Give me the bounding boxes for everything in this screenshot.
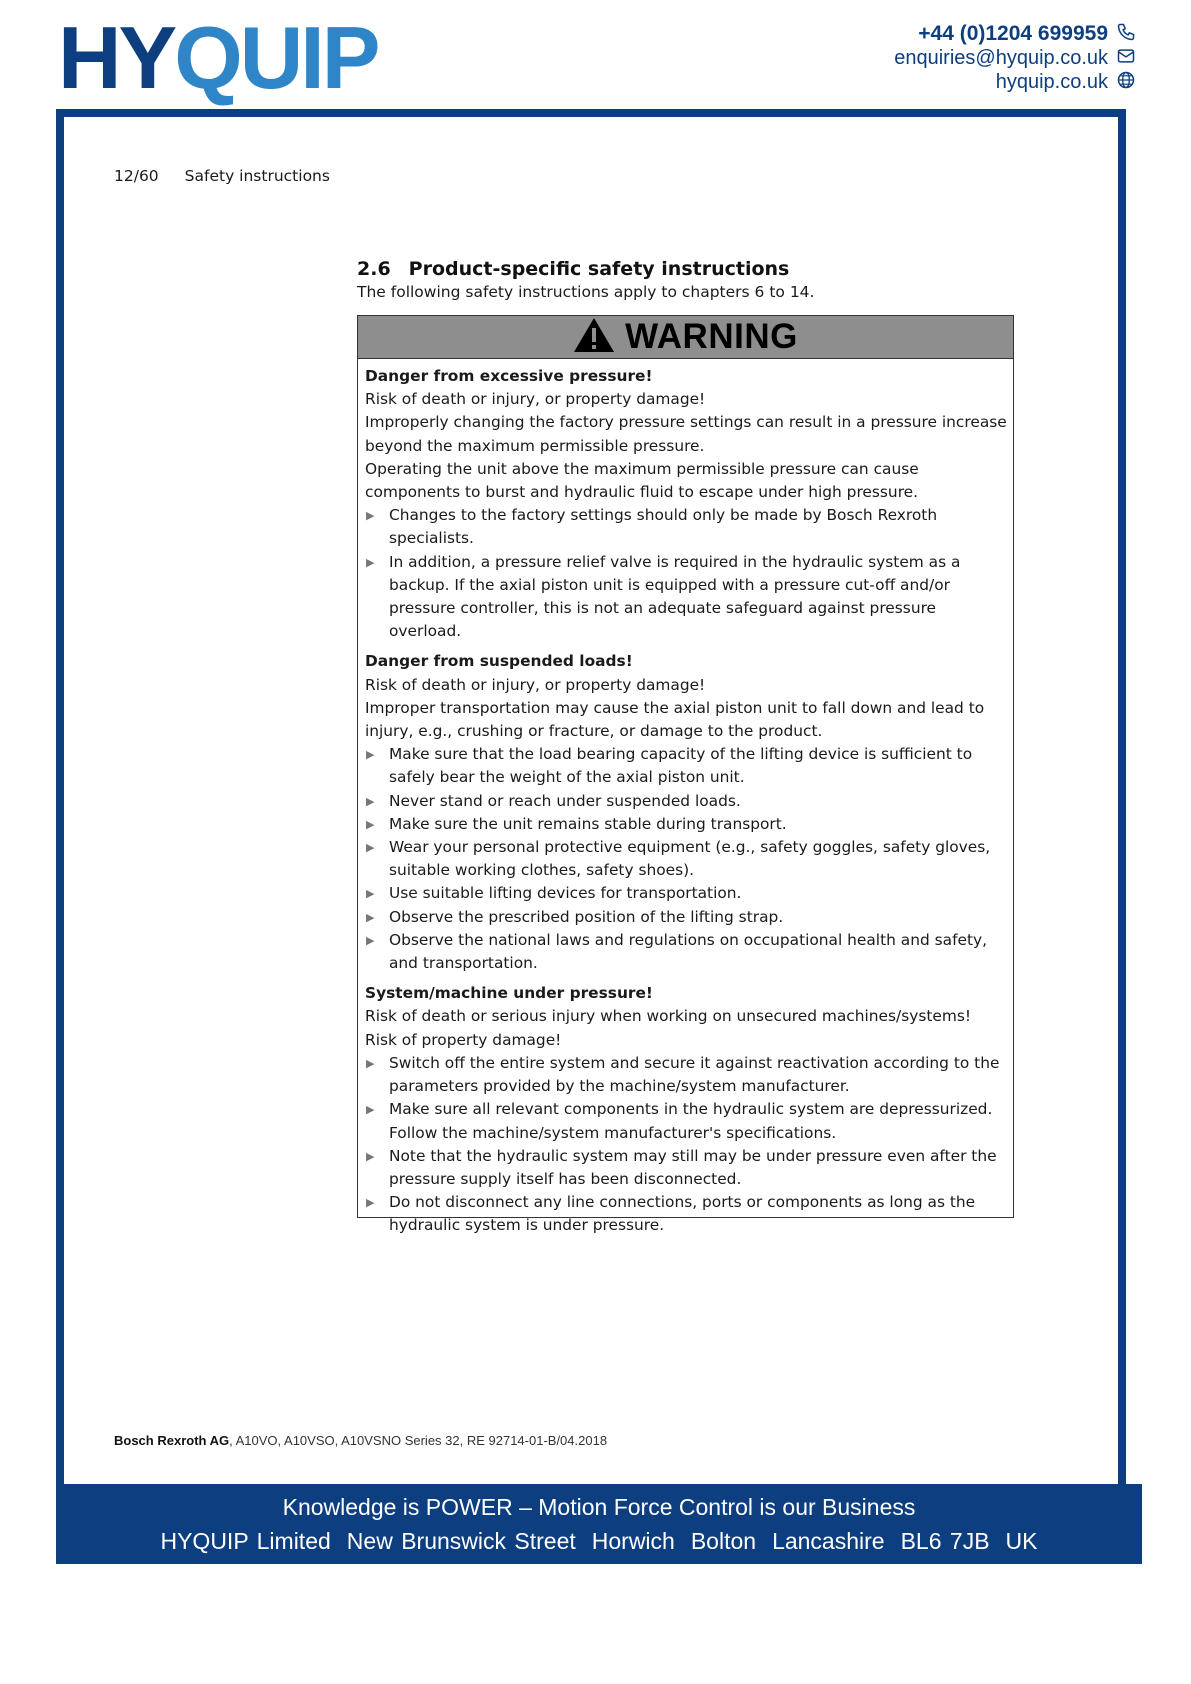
list-item: ▶ Never stand or reach under suspended loads. bbox=[365, 790, 1007, 813]
logo-hy: HY bbox=[58, 8, 175, 107]
list-item: ▶ Use suitable lifting devices for transportation. bbox=[365, 882, 1007, 905]
bullet-arrow-icon: ▶ bbox=[366, 1103, 375, 1117]
warning-block-pressure bbox=[365, 365, 1007, 643]
address-part: Bolton bbox=[690, 1528, 757, 1554]
list-item: ▶ Do not disconnect any line connections, ports or components as long as the hydraulic system is under pressure. bbox=[366, 1193, 976, 1235]
address-part: New Brunswick Street bbox=[346, 1528, 576, 1554]
chapter-title: Safety instructions bbox=[184, 167, 330, 185]
address-part: HYQUIP Limited bbox=[160, 1528, 331, 1554]
bullet-arrow-icon: ▶ bbox=[366, 1149, 375, 1163]
warning-block-system-pressure bbox=[365, 982, 1007, 1237]
block-paragraph: Operating the unit above the maximum permissible pressure can cause components to burst and hydraulic fluid to escape under high pressure. bbox=[365, 459, 919, 502]
list-item: ▶ Wear your personal protective equipment (e.g., safety goggles, safety gloves, suitable working clothes, safety shoes). bbox=[366, 838, 991, 880]
block-paragraph: Risk of death or serious injury when working on unsecured machines/systems! Risk of property damage! bbox=[365, 1007, 972, 1049]
bullet-arrow-icon: ▶ bbox=[366, 817, 375, 831]
footer-details: , A10VO, A10VSO, A10VSNO Series 32, RE 92714-01-B/04.2018 bbox=[229, 1433, 608, 1448]
warning-box bbox=[357, 315, 1014, 1235]
warning-header bbox=[358, 316, 1013, 359]
list-item: ▶ Note that the hydraulic system may still may be under pressure even after the pressure supply itself has been disconnected. bbox=[366, 1146, 997, 1188]
warning-block-suspended-loads bbox=[365, 650, 1007, 975]
section-intro: The following safety instructions apply to chapters 6 to 14. bbox=[357, 283, 815, 301]
bullet-arrow-icon: ▶ bbox=[366, 509, 375, 523]
block-paragraph: Risk of death or injury, or property damage! bbox=[365, 390, 706, 409]
bullet-arrow-icon: ▶ bbox=[366, 1056, 375, 1070]
page-number: 12/60 bbox=[114, 167, 159, 185]
address-part: Lancashire bbox=[772, 1528, 885, 1554]
mail-icon bbox=[1116, 46, 1136, 71]
bullet-arrow-icon: ▶ bbox=[366, 555, 375, 569]
logo-quip: QUIP bbox=[174, 8, 378, 107]
hyquip-logo[interactable] bbox=[58, 8, 378, 107]
list-item: ▶ Observe the prescribed position of the lifting strap. bbox=[365, 906, 1007, 929]
contact-email-row[interactable] bbox=[894, 46, 1136, 70]
address-part: Horwich bbox=[591, 1528, 675, 1554]
warning-label: WARNING bbox=[625, 317, 798, 356]
bullet-list bbox=[365, 1052, 1007, 1238]
address-part: BL6 7JB bbox=[900, 1528, 990, 1554]
list-item: ▶ Make sure that the load bearing capacity of the lifting device is sufficient to safely bear the weight of the axial piston unit. bbox=[366, 745, 973, 787]
footer-company: Bosch Rexroth AG bbox=[114, 1433, 230, 1448]
block-title: Danger from suspended loads! bbox=[365, 652, 633, 671]
block-title: System/machine under pressure! bbox=[365, 984, 653, 1003]
block-paragraph: Improper transportation may cause the axial piston unit to fall down and lead to injury, e.g., crushing or fracture, or damage to the product. bbox=[365, 698, 985, 741]
section-title bbox=[357, 258, 1015, 280]
document-footer bbox=[114, 1433, 607, 1448]
bullet-arrow-icon: ▶ bbox=[366, 794, 375, 808]
section-number: 2.6 bbox=[357, 258, 391, 280]
warning-body bbox=[358, 359, 1013, 1238]
bullet-list bbox=[365, 743, 1007, 975]
page-header bbox=[114, 167, 330, 185]
contact-web-row[interactable] bbox=[894, 70, 1136, 94]
list-item: ▶ Changes to the factory settings should only be made by Bosch Rexroth specialists. bbox=[366, 506, 938, 548]
list-item: ▶ In addition, a pressure relief valve is required in the hydraulic system as a backup. If the axial piston unit is equipped with a pressure cut-off and/or pressure controller, this is not an adequate safeguard against pressure overload. bbox=[366, 552, 961, 641]
phone-icon bbox=[1116, 22, 1136, 47]
footer-tagline: Knowledge is POWER – Motion Force Control is our Business bbox=[282, 1494, 916, 1520]
list-item: ▶ Make sure the unit remains stable during transport. bbox=[365, 813, 1007, 836]
warning-triangle-icon bbox=[573, 317, 615, 357]
footer-band bbox=[56, 1484, 1142, 1564]
footer-address bbox=[56, 1528, 1142, 1555]
list-item: ▶ Observe the national laws and regulations on occupational health and safety, and transportation. bbox=[366, 930, 987, 973]
section-title-text: Product-specific safety instructions bbox=[408, 258, 790, 280]
bullet-arrow-icon: ▶ bbox=[366, 887, 375, 901]
block-title: Danger from excessive pressure! bbox=[365, 367, 653, 385]
block-paragraph: Improperly changing the factory pressure settings can result in a pressure increase beyond the maximum permissible pressure. bbox=[365, 413, 1007, 455]
contact-phone[interactable]: +44 (0)1204 699959 bbox=[918, 22, 1108, 45]
contact-web[interactable]: hyquip.co.uk bbox=[995, 70, 1108, 93]
address-part: UK bbox=[1005, 1528, 1038, 1554]
list-item: ▶ Switch off the entire system and secure it against reactivation according to the parameters provided by the machine/system manufacturer. bbox=[366, 1053, 1000, 1096]
bullet-arrow-icon: ▶ bbox=[366, 748, 375, 762]
bullet-arrow-icon: ▶ bbox=[366, 910, 375, 924]
bullet-list bbox=[365, 504, 1007, 643]
contact-block bbox=[894, 22, 1136, 94]
bullet-arrow-icon: ▶ bbox=[366, 841, 375, 855]
globe-icon bbox=[1116, 70, 1136, 95]
contact-email[interactable]: enquiries@hyquip.co.uk bbox=[894, 46, 1108, 69]
bullet-arrow-icon: ▶ bbox=[366, 1196, 375, 1210]
bullet-arrow-icon: ▶ bbox=[366, 933, 375, 947]
contact-phone-row[interactable] bbox=[894, 22, 1136, 46]
list-item: ▶ Make sure all relevant components in the hydraulic system are depressurized. Follow the machine/system manufacturer's specifications. bbox=[366, 1100, 993, 1142]
block-paragraph: Risk of death or injury, or property damage! bbox=[365, 675, 706, 694]
section-header bbox=[357, 258, 1015, 301]
